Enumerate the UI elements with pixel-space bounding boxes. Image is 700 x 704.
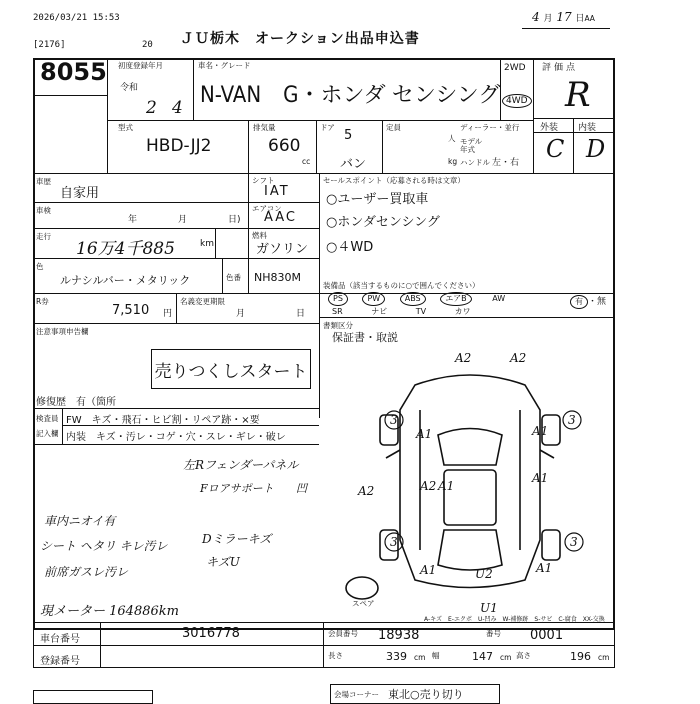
divider — [215, 228, 216, 258]
divider — [33, 95, 108, 96]
cc-label: 排気量 — [253, 123, 276, 132]
equipment-label: 装備品（該当するものに○で囲んでください） — [323, 281, 480, 290]
vehicle-name: N-VAN G・ホンダ センシング — [200, 83, 501, 108]
mark-a1-3: A1 — [532, 471, 549, 485]
mileage-value: 16万4千885 — [76, 239, 175, 259]
mark-3-1: 3 — [390, 413, 398, 427]
drive-4wd-circled: 4WD — [502, 94, 532, 108]
divider — [319, 317, 615, 318]
grade-int-label: 内装 — [578, 123, 597, 133]
bottom-left-box — [33, 690, 153, 704]
member-value: 18938 — [378, 628, 420, 643]
note-current-meter: 現メーター 164886km — [40, 604, 179, 619]
divider — [382, 120, 383, 173]
inspection-label: 車検 — [36, 206, 51, 215]
date-suffix: AA — [584, 14, 595, 23]
height-label: 高さ — [516, 651, 531, 660]
capacity-unit: 人 — [448, 134, 456, 143]
mark-a1-2: A1 — [532, 424, 549, 438]
equip-ps: PS — [328, 292, 348, 306]
divider — [33, 444, 319, 445]
note-damage: 凹 — [296, 482, 307, 495]
note-rear-support: Fロアサポート — [200, 482, 274, 495]
length-label: 長さ — [328, 651, 343, 660]
date-day-unit: 日 — [575, 14, 585, 24]
divider — [33, 645, 323, 646]
spare-label: スペア — [352, 599, 375, 608]
divider — [323, 645, 615, 646]
form-code-2: 20 — [142, 40, 153, 50]
divider — [500, 58, 501, 120]
vehicle-name-label: 車名・グレード — [198, 61, 251, 70]
mark-u1: U1 — [480, 601, 498, 615]
title-doc-day: 日 — [296, 309, 306, 319]
diagram-legend: A-キズ E-エクボ U-凹み W-補修跡 S-サビ C-腐食 XX-交換 — [424, 616, 605, 623]
equip-yes: 有 — [570, 295, 588, 309]
divider — [573, 118, 574, 173]
inspection-month-label: 月 — [178, 215, 188, 225]
model-year-label: モデル年式 — [460, 137, 483, 154]
equip-abs: ABS — [400, 292, 426, 306]
registration-era: 令和 — [120, 83, 139, 93]
model-value: HBD-JJ2 — [146, 136, 212, 156]
note-mirror-2: キズU — [206, 555, 240, 569]
length-unit: cm — [414, 653, 426, 662]
grade-ext: C — [546, 135, 565, 163]
title-doc-month: 月 — [236, 309, 246, 319]
equip-navi: ナビ — [371, 307, 388, 316]
divider — [533, 132, 615, 133]
note-interior-3: 前席ガスレ汚レ — [44, 565, 129, 579]
notes-stamp: 売りつくしスタート — [151, 349, 311, 389]
divider — [100, 622, 101, 668]
date-month: 4 — [532, 10, 540, 24]
documents-label: 書類区分 — [323, 321, 353, 330]
mileage-label: 走行 — [36, 232, 51, 241]
mark-a2-3: A2 — [358, 484, 375, 498]
shift-label: シフト — [252, 176, 275, 185]
divider — [62, 408, 63, 444]
divider — [33, 408, 319, 409]
mark-3-3: 3 — [390, 535, 398, 549]
mark-a1-6: A1 — [438, 479, 455, 493]
divider — [222, 258, 223, 293]
note-interior-1: 車内ニオイ有 — [44, 514, 116, 528]
cc-value: 660 — [268, 136, 301, 156]
chassis-label: 車台番号 — [40, 634, 80, 645]
divider — [33, 173, 615, 174]
mark-a2-4: A2 — [420, 479, 437, 493]
equip-aw: AW — [492, 294, 506, 303]
equip-no: 無 — [597, 297, 607, 307]
doors-value: 5 — [344, 128, 353, 143]
height-value: 196 — [570, 650, 591, 663]
inspector-row-1: FW キズ・飛石・ヒビ割・リペア跡・×要 — [66, 415, 260, 426]
color-code: NH830M — [254, 271, 301, 284]
grade-label: 評価点 — [542, 63, 579, 73]
equip-tv: TV — [415, 307, 427, 316]
equip-pw: PW — [362, 292, 385, 306]
notes-label: 注意事項申告欄 — [36, 327, 89, 336]
handle-label: ハンドル — [460, 158, 490, 167]
handle-value: 左・右 — [492, 158, 520, 168]
note-mirror: Dミラーキズ — [202, 532, 272, 546]
mark-u2: U2 — [475, 567, 493, 581]
mark-3-4: 3 — [570, 535, 578, 549]
divider — [176, 293, 177, 323]
inspection-year-label: 年 — [128, 215, 138, 225]
shift-value: IAT — [264, 184, 290, 199]
sales-point-3: ○４WD — [326, 240, 374, 255]
divider — [533, 118, 615, 119]
mark-3-2: 3 — [568, 413, 576, 427]
height-unit: cm — [598, 653, 610, 662]
lot-number: 8055 — [40, 58, 107, 86]
sales-points-label: セールスポイント（応募される時は文章） — [323, 176, 465, 185]
capacity-label: 定員 — [386, 123, 401, 132]
venue-value: 東北○売り切り — [388, 688, 464, 701]
usage-label: 車歴 — [36, 177, 51, 186]
sales-point-2: ○ホンダセンシング — [326, 215, 440, 230]
chassis-value: 3016778 — [182, 626, 240, 641]
divider — [108, 120, 533, 121]
ac-value: AAC — [264, 210, 297, 225]
print-date: 2026/03/21 15:53 — [33, 13, 120, 23]
width-unit: cm — [500, 653, 512, 662]
divider — [248, 173, 249, 258]
divider — [62, 425, 319, 426]
width-label: 幅 — [432, 651, 440, 660]
color-label: 色 — [36, 262, 44, 271]
form-title: ＪＵ栃木 オークション出品申込書 — [180, 31, 420, 47]
divider — [248, 258, 249, 293]
equipment-row-2 — [332, 306, 471, 317]
divider — [107, 58, 108, 173]
length-value: 339 — [386, 650, 407, 663]
recycle-unit: 円 — [163, 309, 173, 319]
member-label: 会員番号 — [328, 629, 358, 638]
note-left-fender: 左Rフェンダーパネル — [183, 458, 299, 472]
ac-label: エアコン — [252, 204, 282, 213]
reg-label: 登録番号 — [40, 656, 80, 667]
grade-int: D — [586, 135, 606, 163]
cc-unit: cc — [302, 157, 311, 166]
date-month-unit: 月 — [543, 14, 553, 24]
title-doc-label: 名義変更期限 — [180, 297, 225, 306]
documents-value: 保証書・取説 — [332, 331, 398, 344]
registration-label: 初度登録年月 — [118, 61, 163, 70]
mark-a1-1: A1 — [416, 427, 433, 441]
color-value: ルナシルバー・メタリック — [60, 274, 191, 287]
body-value: バン — [340, 157, 367, 172]
form-date — [532, 10, 595, 24]
equip-airbag: エアB — [440, 292, 472, 306]
inspector-label-1: 検査員 — [36, 414, 59, 423]
grade-value: R — [565, 75, 591, 115]
mark-a1-4: A1 — [420, 563, 437, 577]
mark-a2-1: A2 — [455, 351, 472, 365]
equip-sr: SR — [332, 307, 343, 316]
model-label: 型式 — [118, 123, 133, 132]
date-underline — [522, 28, 610, 29]
seq-label: 番号 — [486, 629, 501, 638]
dealer-label: ディーラー・並行 — [460, 123, 520, 132]
divider — [33, 228, 319, 229]
usage-value: 自家用 — [60, 186, 100, 201]
divider — [316, 120, 317, 173]
seq-value: 0001 — [530, 628, 564, 643]
fuel-label: 燃料 — [252, 231, 267, 240]
color-code-label: 色番 — [226, 273, 241, 282]
fuel-value: ガソリン — [256, 242, 309, 257]
registration-year: 2 — [146, 98, 157, 118]
recycle-label: R券 — [36, 297, 49, 306]
grade-ext-label: 外装 — [540, 123, 559, 133]
damage-diagram — [320, 340, 616, 615]
venue-label: 会場コーナー — [334, 690, 379, 699]
equip-yes-no: 有 ・無 — [570, 294, 606, 309]
mark-a1-5: A1 — [536, 561, 553, 575]
drive-2wd: 2WD — [504, 63, 526, 73]
recycle-value: 7,510 — [112, 303, 150, 318]
divider — [248, 120, 249, 173]
mark-a2-2: A2 — [510, 351, 527, 365]
inspection-day-label: 日) — [228, 215, 241, 225]
divider — [533, 58, 534, 173]
note-interior-2: シート ヘタリ キレ汚レ — [40, 539, 168, 553]
date-day: 17 — [556, 10, 572, 24]
equip-leather: カワ — [454, 307, 471, 316]
doors-label: ドア — [320, 123, 335, 132]
weight-unit: kg — [448, 157, 458, 166]
registration-month: 4 — [172, 98, 183, 118]
inspector-label-2: 記入欄 — [36, 429, 59, 438]
form-code: [2176] — [33, 40, 66, 50]
inspector-row-2: 内装 キズ・汚レ・コゲ・穴・スレ・ギレ・破レ — [66, 432, 286, 443]
sales-point-1: ○ユーザー買取車 — [326, 192, 429, 207]
repair-history: 修復歴 有（箇所 — [36, 397, 116, 408]
divider — [33, 323, 319, 324]
mileage-unit: km — [200, 239, 214, 249]
width-value: 147 — [472, 650, 493, 663]
divider — [33, 258, 319, 259]
divider — [193, 58, 194, 120]
